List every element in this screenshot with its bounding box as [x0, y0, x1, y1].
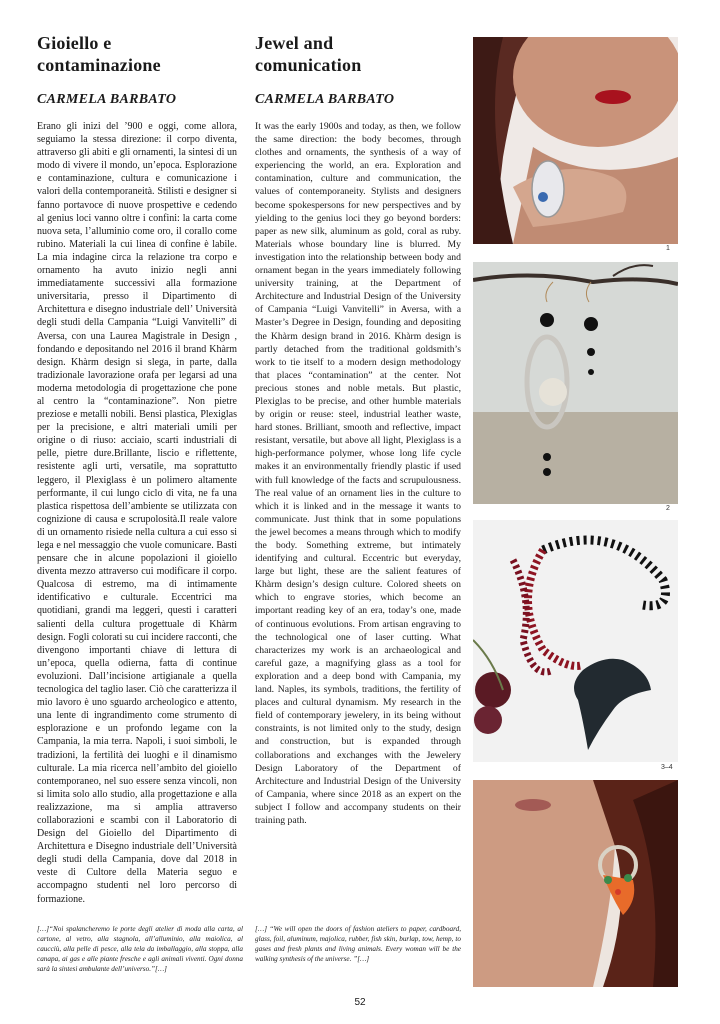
photo-ring-portrait: [473, 37, 678, 244]
caption-photo-3-4: 3–4: [661, 764, 673, 771]
italian-author: CARMELA BARBATO: [37, 92, 177, 107]
italian-title-line2: contaminazione: [37, 55, 161, 75]
italian-quote-block: [37, 924, 243, 974]
caption-photo-2: 2: [666, 505, 670, 512]
english-quote: […] “We will open the doors of fashion ateliers to paper, cardboard, glass, foil, aluminum, majolica, rubber, fish skin, burlap, tow, hemp, to gases and fresh plants and living animals. Every woman will be the walking synthesis of the universe. ”[…]: [255, 925, 461, 963]
earring-portrait-image: [473, 780, 678, 987]
english-column: [255, 32, 461, 827]
english-title-line2: comunication: [255, 55, 362, 75]
english-author: CARMELA BARBATO: [255, 92, 395, 107]
english-title-line1: Jewel and: [255, 33, 334, 53]
english-quote-block: [255, 924, 461, 964]
italian-quote: […]“Noi spalancheremo le porte degli atelier di moda alla carta, al cartone, al vetro, alla stagnola, all’alluminio, alla maiolica, al caucciù, alla pelle di pesce, alla tela da imballaggio, alla stoppa, alla canapa, ai gas e alle piante fresche e agli animali viventi. Ogni donna sarà la sintesi ambulante dell’universo.”[…]: [37, 925, 243, 973]
photo-earrings-branch: [473, 262, 678, 504]
italian-column: [37, 32, 237, 906]
italian-body: Erano gli inizi del ’900 e oggi, come allora, seguiamo la stessa direzione: il corpo diventa, attraverso gli abiti e gli ornamenti, la sintesi di un modo di vivere il mondo, un’epoca. Esplorazione e contaminazione, cultura e comunicazione i valori della contemporaneità. Stilisti e designer si fanno portavoce di nuove prospettive e cedendo al genius loci vanno oltre i confini: la carta come nuova seta, l’alluminio come oro, il corallo come rubino. Materiali la cui linea di confine è labile. La mia indagine circa la relazione tra corpo e ornamento ha avuto inizio negli anni immediatamente successivi alla formazione universitaria, presso il Dipartimento di Architettura e disegno industriale dell’ Università degli studi della Campania “Luigi Vanvitelli” di Aversa, con una Laurea Magistrale in Design , fondando e depositando nel 2016 il brand Khàrm design. Khàrm design si slega, in parte, dalla tradizionale lavorazione orafa per legarsi ad una moderna metodologia di progettazione che pone al centro la “contaminazione”. Non pietre preziose e metalli nobili. Bensì plastica, Plexiglas per la precisione, e altri materiali umili per origine o di riuso: acciaio, scarti industriali di pelle, pietre dure.Brillante, liscio e riflettente, resistente agli urti, versatile, ma soprattutto leggero, il Plexiglass è un polimero altamente performante, il cui lungo ciclo di vita, ne fa una plastica rispettosa dell’ambiente se utilizzata con cognizione di causa e scrupolosità.Il reale valore di un ornamento risiede nella cultura a cui esso si lega e nel messaggio che vuole comunicare. Basti pensare che in alcune popolazioni il gioiello diventa mezzo attraverso cui modificare il corpo. Qualcosa di estremo, ma di intimamente identificativo e culturale. Eccentrici ma quotidiani, grandi ma leggeri, questi i caratteri salienti della cultura progettuale di Khàrm design. Fogli colorati su cui incidere racconti, che divengono importanti chiave di lettura di un’epoca, quella odierna, fatta di continue evoluzioni. Dall’incisione artigianale a quella tecnologica del taglio laser. Ciò che caratterizza il mio lavoro è uno sguardo archeologico e attento, una lente di ingrandimento come strumento di esplorazione e un profondo legame con la Campania, la mia terra. Napoli, i suoi simboli, le tradizioni, la fertilità dei luoghi e il dinamismo culturale. La mia ricerca nell’ambito del gioiello contemporaneo, nel suo essere senza vincoli, non si limita solo allo studio, alla progettazione e alla realizzazione, ma si amplia attraverso collaborazioni e scambi con il Laboratorio di Design del Gioiello del Dipartimento di Architettura e Disegno industriale dell’Università degli studi della Campania, dove dal 2018 in veste di Cultore della Materia seguo e accompagno studenti nel loro percorso di formazione.: [37, 121, 237, 905]
photo-necklace: [473, 520, 678, 762]
earrings-image: [473, 262, 678, 504]
photo-earring-portrait: [473, 780, 678, 987]
english-body: It was the early 1900s and today, as then, we follow the same direction: the body becomes, through clothes and ornaments, the synthesis of a way of experiencing the world, an era. Exploration and contamination, culture and communication, the values of contemporaneity. Stylists and designers become spokespersons for new perspectives and by yielding to the genius loci they go beyond borders: paper as new silk, aluminum as gold, coral as ruby. Materials whose boundary line is blurred. My investigation into the relationship between body and ornament began in the years immediately following university training, at the Department of Architecture and Industrial Design of the University of Campania “Luigi Vanvitelli” in Aversa, with a Master’s Degree in Design, founding and depositing the Khàrm design brand in 2016. Khàrm design is partly detached from the traditional goldsmith’s work to tie itself to a modern design methodology that places “contamination” at the center. Not precious stones and noble metals. But plastic, Plexiglas to be precise, and other humble materials by origin or reuse: steel, industrial leather waste, hard stones. Brilliant, smooth and reflective, impact resistant, versatile, but above all light, Plexiglass is a high-performance polymer, whose long life cycle makes it an environmentally friendly plastic if used with full knowledge of the facts and scrupulousness. The real value of an ornament lies in the culture to which it is linked and in the message it wants to communicate. Just think that in some populations the jewel becomes a means through which to modify the body. Something extreme, but intimately identifying and cultural. Eccentric but everyday, large but light, these are the salient features of Khàrm design’s design culture. Colored sheets on which to engrave stories, which become an important reading key of an era, today’s one, made of continuous evolutions. From artisan engraving to the technological one of laser cutting. What characterizes my work is an archaeological and careful gaze, a magnifying glass as a tool for exploration and a deep bond with Campania, my land. Naples, its symbols, traditions, the fertility of places and cultural dynamism. My research in the field of contemporary jewelery, in its being without constraints, is not limited only to the study, design and construction, but is expanded through collaborations and exchanges with the Jewelery Design Laboratory of the Department of Architecture and Industrial Design of the University of Campania, where since 2018 as an expert on the subject I follow and accompany students on their training path.: [255, 121, 461, 826]
page-number: 52: [354, 997, 366, 1008]
ring-portrait-image: [473, 37, 678, 244]
italian-title: [37, 32, 237, 76]
necklace-image: [473, 520, 678, 762]
italian-title-line1: Gioiello e: [37, 33, 112, 53]
english-title: [255, 32, 461, 76]
caption-photo-1: 1: [666, 245, 670, 252]
